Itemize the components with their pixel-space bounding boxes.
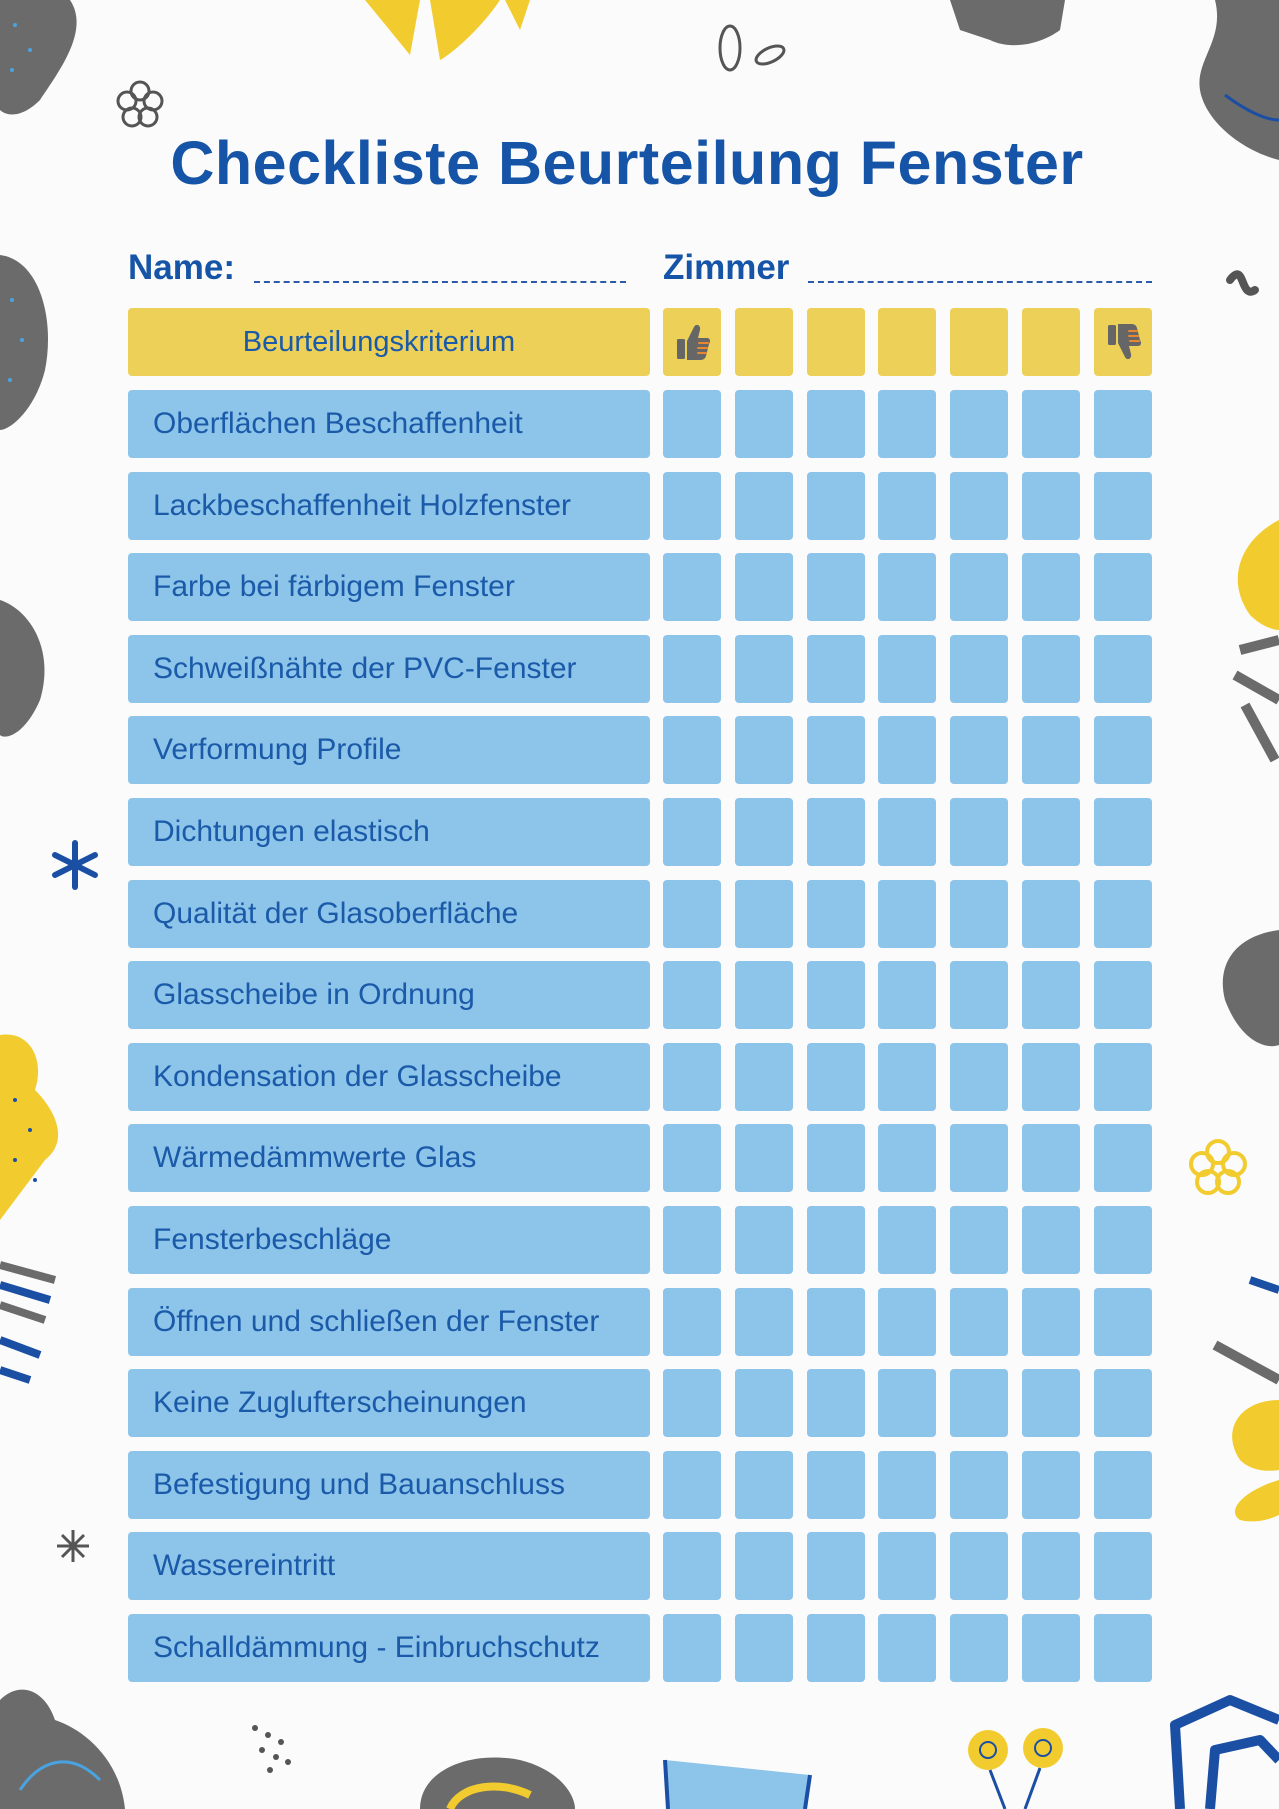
rating-cell[interactable] (1022, 1124, 1080, 1192)
table-row (128, 390, 1152, 458)
rating-cell[interactable] (807, 553, 865, 621)
rating-cell[interactable] (735, 1043, 793, 1111)
rating-cell[interactable] (950, 961, 1008, 1029)
rating-cell[interactable] (1022, 472, 1080, 540)
rating-cell[interactable] (735, 472, 793, 540)
rating-cell[interactable] (950, 798, 1008, 866)
page-title: Checkliste Beurteilung Fenster (170, 129, 1084, 197)
rating-cell[interactable] (878, 553, 936, 621)
rating-cell[interactable] (1094, 1451, 1152, 1519)
rating-cell[interactable] (878, 1532, 936, 1600)
criterion-label: Fensterbeschläge (128, 1206, 650, 1274)
rating-cell[interactable] (1022, 1043, 1080, 1111)
room-label: Zimmer (663, 248, 790, 287)
rating-cell[interactable] (807, 1288, 865, 1356)
criterion-label: Glasscheibe in Ordnung (128, 961, 650, 1029)
rating-cell[interactable] (807, 1369, 865, 1437)
rating-cell[interactable] (807, 798, 865, 866)
table-header-row (128, 308, 1152, 376)
rating-cell[interactable] (1094, 390, 1152, 458)
rating-cell[interactable] (807, 635, 865, 703)
rating-cell[interactable] (950, 1369, 1008, 1437)
room-input-line[interactable] (808, 281, 1152, 283)
rating-cell[interactable] (663, 1532, 721, 1600)
header-cell-5 (950, 308, 1008, 376)
rating-cell[interactable] (878, 1206, 936, 1274)
rating-cell[interactable] (807, 472, 865, 540)
rating-cell[interactable] (807, 1532, 865, 1600)
rating-cell[interactable] (1094, 1206, 1152, 1274)
rating-cell[interactable] (807, 390, 865, 458)
rating-cell[interactable] (950, 390, 1008, 458)
rating-cell[interactable] (807, 1614, 865, 1682)
header-cell-7 (1094, 308, 1152, 376)
rating-cell[interactable] (663, 1369, 721, 1437)
rating-cell[interactable] (663, 1043, 721, 1111)
thumbs-up-icon (675, 322, 711, 362)
rating-cell[interactable] (735, 1288, 793, 1356)
criterion-label: Lackbeschaffenheit Holzfenster (128, 472, 650, 540)
rating-cell[interactable] (735, 553, 793, 621)
criterion-label: Schalldämmung - Einbruchschutz (128, 1614, 650, 1682)
rating-cell[interactable] (735, 1369, 793, 1437)
rating-cell[interactable] (1094, 880, 1152, 948)
rating-cell[interactable] (735, 798, 793, 866)
rating-cell[interactable] (663, 1124, 721, 1192)
rating-cell[interactable] (807, 880, 865, 948)
rating-cell[interactable] (878, 1451, 936, 1519)
rating-cell[interactable] (663, 880, 721, 948)
rating-cell[interactable] (807, 716, 865, 784)
rating-cell[interactable] (1022, 1532, 1080, 1600)
criterion-label: Wärmedämmwerte Glas (128, 1124, 650, 1192)
criterion-label: Dichtungen elastisch (128, 798, 650, 866)
table-row (128, 1124, 1152, 1192)
table-row (128, 1369, 1152, 1437)
table-row (128, 880, 1152, 948)
rating-cell[interactable] (1022, 716, 1080, 784)
rating-cell[interactable] (878, 1124, 936, 1192)
rating-cell[interactable] (1022, 1614, 1080, 1682)
rating-cell[interactable] (950, 1532, 1008, 1600)
rating-cell[interactable] (1022, 635, 1080, 703)
rating-cell[interactable] (1094, 716, 1152, 784)
rating-cell[interactable] (663, 553, 721, 621)
table-row (128, 1043, 1152, 1111)
rating-cell[interactable] (950, 880, 1008, 948)
table-row (128, 1532, 1152, 1600)
criterion-label: Qualität der Glasoberfläche (128, 880, 650, 948)
rating-cell[interactable] (1094, 472, 1152, 540)
rating-cell[interactable] (735, 1124, 793, 1192)
rating-cell[interactable] (735, 961, 793, 1029)
rating-cell[interactable] (1022, 1369, 1080, 1437)
rating-cell[interactable] (878, 390, 936, 458)
rating-cell[interactable] (1022, 798, 1080, 866)
rating-cell[interactable] (878, 798, 936, 866)
rating-cell[interactable] (735, 635, 793, 703)
header-cell-4 (878, 308, 936, 376)
rating-cell[interactable] (950, 1043, 1008, 1111)
rating-cell[interactable] (950, 1451, 1008, 1519)
criterion-header: Beurteilungskriterium (128, 308, 650, 376)
name-input-line[interactable] (254, 281, 626, 283)
rating-cell[interactable] (950, 1288, 1008, 1356)
table-row (128, 1206, 1152, 1274)
table-row (128, 1451, 1152, 1519)
rating-cell[interactable] (1094, 553, 1152, 621)
header-cell-1 (663, 308, 721, 376)
rating-cell[interactable] (735, 1532, 793, 1600)
rating-cell[interactable] (735, 1206, 793, 1274)
rating-cell[interactable] (1022, 390, 1080, 458)
rating-cell[interactable] (1094, 798, 1152, 866)
table-row (128, 553, 1152, 621)
rating-cell[interactable] (663, 1451, 721, 1519)
rating-cell[interactable] (1022, 961, 1080, 1029)
thumbs-down-icon (1106, 322, 1142, 362)
criterion-label: Keine Zuglufterscheinungen (128, 1369, 650, 1437)
rating-cell[interactable] (878, 472, 936, 540)
rating-cell[interactable] (950, 1206, 1008, 1274)
rating-cell[interactable] (807, 961, 865, 1029)
criterion-label: Farbe bei färbigem Fenster (128, 553, 650, 621)
rating-cell[interactable] (878, 961, 936, 1029)
rating-cell[interactable] (1094, 961, 1152, 1029)
rating-cell[interactable] (1022, 1451, 1080, 1519)
table-row (128, 472, 1152, 540)
rating-cell[interactable] (878, 716, 936, 784)
criterion-label: Oberflächen Beschaffenheit (128, 390, 650, 458)
rating-cell[interactable] (663, 390, 721, 458)
rating-cell[interactable] (663, 961, 721, 1029)
rating-cell[interactable] (950, 1124, 1008, 1192)
rating-cell[interactable] (950, 1614, 1008, 1682)
rating-cell[interactable] (1094, 1043, 1152, 1111)
rating-cell[interactable] (807, 1206, 865, 1274)
rating-cell[interactable] (735, 716, 793, 784)
rating-cell[interactable] (1094, 1124, 1152, 1192)
rating-cell[interactable] (663, 472, 721, 540)
header-cell-2 (735, 308, 793, 376)
rating-cell[interactable] (878, 1614, 936, 1682)
rating-cell[interactable] (950, 553, 1008, 621)
rating-cell[interactable] (735, 880, 793, 948)
criterion-label: Wassereintritt (128, 1532, 650, 1600)
rating-cell[interactable] (1094, 1288, 1152, 1356)
rating-cell[interactable] (735, 390, 793, 458)
name-label: Name: (128, 248, 235, 287)
rating-cell[interactable] (1094, 1532, 1152, 1600)
header-cell-3 (807, 308, 865, 376)
criterion-label: Kondensation der Glasscheibe (128, 1043, 650, 1111)
rating-cell[interactable] (735, 1614, 793, 1682)
criterion-label: Befestigung und Bauanschluss (128, 1451, 650, 1519)
table-row (128, 798, 1152, 866)
header-cell-6 (1022, 308, 1080, 376)
rating-cell[interactable] (663, 1614, 721, 1682)
table-row (128, 961, 1152, 1029)
criterion-label: Verformung Profile (128, 716, 650, 784)
rating-cell[interactable] (807, 1124, 865, 1192)
criterion-label: Öffnen und schließen der Fenster (128, 1288, 650, 1356)
rating-cell[interactable] (663, 798, 721, 866)
table-row (128, 1614, 1152, 1682)
rating-cell[interactable] (1094, 635, 1152, 703)
rating-cell[interactable] (1022, 1288, 1080, 1356)
rating-cell[interactable] (663, 635, 721, 703)
rating-cell[interactable] (878, 635, 936, 703)
rating-cell[interactable] (950, 472, 1008, 540)
rating-cell[interactable] (950, 716, 1008, 784)
rating-cell[interactable] (735, 1451, 793, 1519)
rating-cell[interactable] (663, 1288, 721, 1356)
rating-cell[interactable] (807, 1451, 865, 1519)
table-row (128, 1288, 1152, 1356)
rating-cell[interactable] (1094, 1614, 1152, 1682)
rating-cell[interactable] (1022, 553, 1080, 621)
rating-cell[interactable] (878, 880, 936, 948)
table-row (128, 635, 1152, 703)
table-row (128, 716, 1152, 784)
rating-cell[interactable] (878, 1288, 936, 1356)
rating-cell[interactable] (1022, 1206, 1080, 1274)
rating-cell[interactable] (878, 1369, 936, 1437)
rating-cell[interactable] (1022, 880, 1080, 948)
criterion-label: Schweißnähte der PVC-Fenster (128, 635, 650, 703)
rating-cell[interactable] (663, 1206, 721, 1274)
rating-cell[interactable] (1094, 1369, 1152, 1437)
rating-cell[interactable] (950, 635, 1008, 703)
rating-cell[interactable] (878, 1043, 936, 1111)
rating-cell[interactable] (807, 1043, 865, 1111)
rating-cell[interactable] (663, 716, 721, 784)
